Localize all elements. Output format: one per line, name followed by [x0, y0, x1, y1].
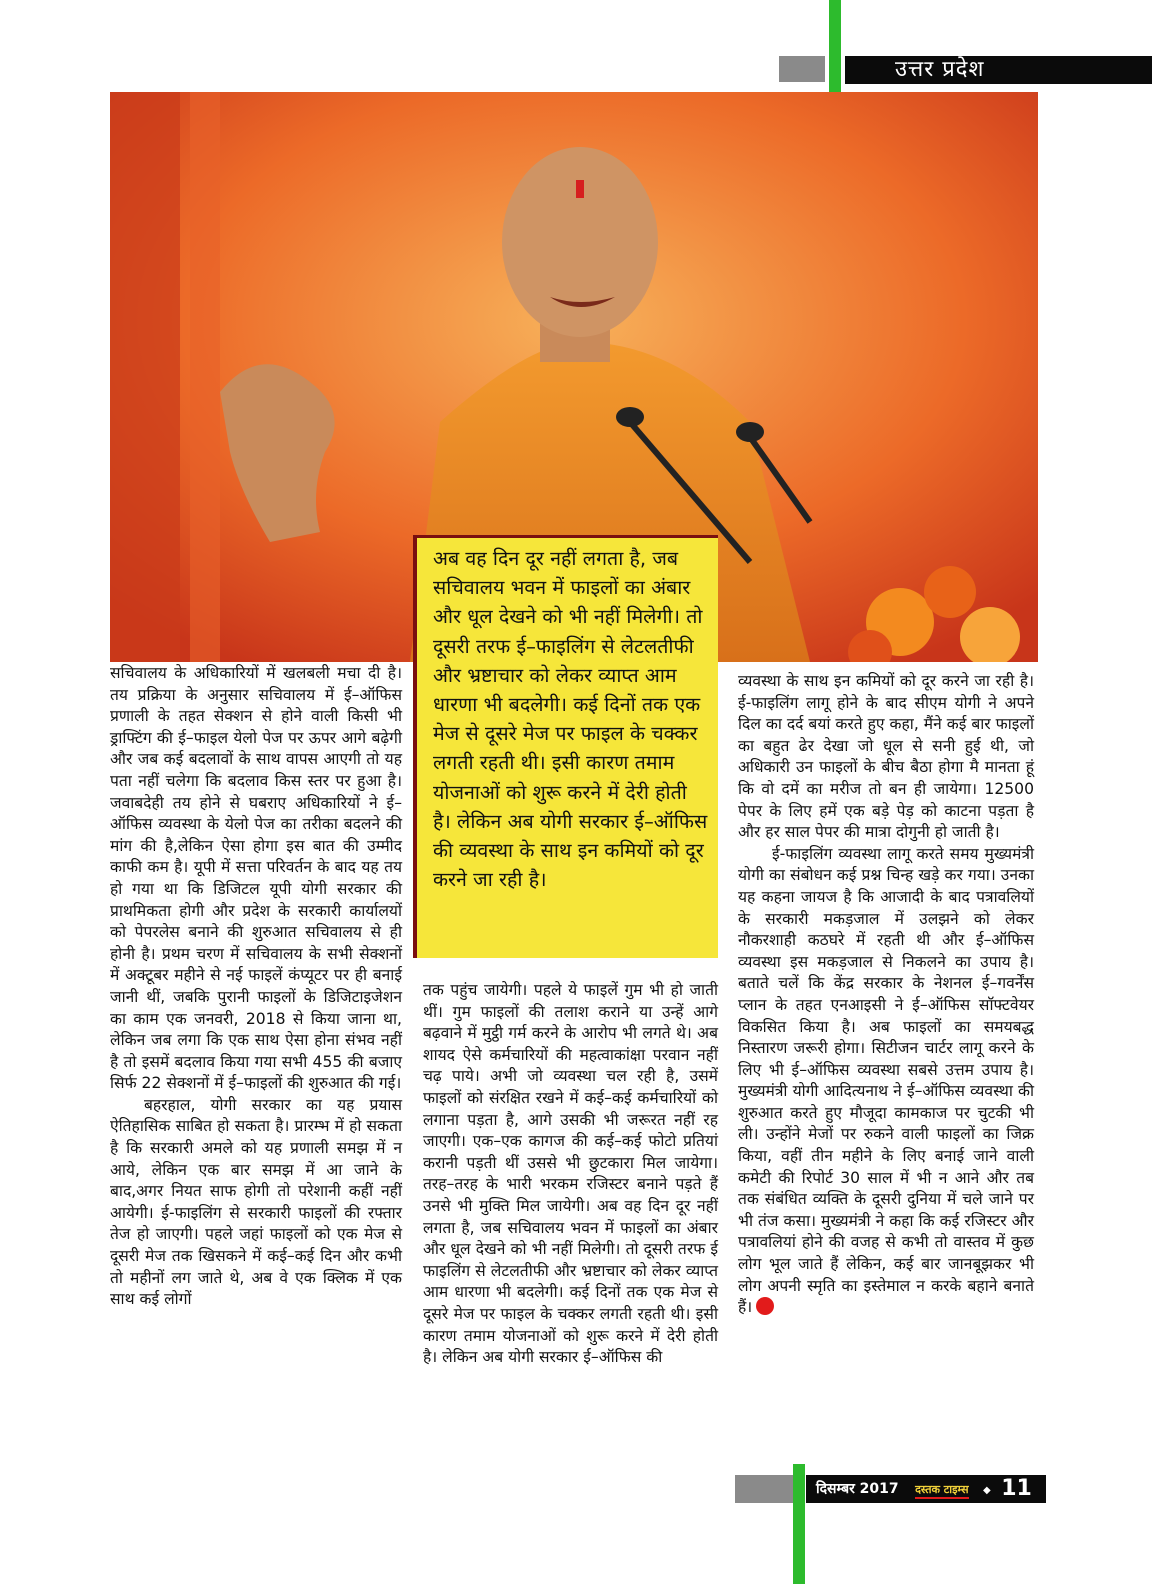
end-of-article-dot-icon [756, 1297, 774, 1315]
paragraph: तक पहुंच जायेगी। पहले ये फाइलें गुम भी हो जाती थीं। गुम फाइलों की तलाश कराने या उन्हें आगे बढ़वाने में मुट्ठी गर्म करने के आरोप भी लगते थे। अब शायद ऐसे कर्मचारियों की महत्वाकांक्षा परवान नहीं चढ़ पाये। अभी जो व्यवस्था चल रही है, उसमें फाइलों को संरक्षित रखने में कई–कई कर्मचारियों को लगाना पड़ता है, आगे उसकी भी जरूरत नहीं रह जाएगी। एक–एक कागज की कई–कई फोटो प्रतियां करानी पड़ती थीं उससे भी छुटकारा मिल जायेगा। तरह–तरह के भारी भरकम रजिस्टर बनाने पड़ते हैं उनसे भी मुक्ति मिल जायेगी। अब वह दिन दूर नहीं लगता है, जब सचिवालय भवन में फाइलों का अंबार और धूल देखने को भी नहीं मिलेगी। तो दूसरी तरफ ई फाइलिंग से लेटलतीफी और भ्रष्टाचार को लेकर व्याप्त आम धारणा भी बदलेगी। कई दिनों तक एक मेज से दूसरे मेज पर फाइल के चक्कर लगती रहती थी। इसी कारण तमाम योजनाओं को शुरू करने में देरी होती है। लेकिन अब योगी सरकार ई–ऑफिस की [423, 981, 718, 1367]
issue-month: दिसम्बर 2017 [816, 1481, 899, 1497]
footer-band [806, 1475, 1046, 1503]
footer-accent-bar [793, 1464, 805, 1584]
paragraph-with-end-mark [738, 844, 1034, 1319]
pull-quote [413, 535, 718, 958]
paragraph: व्यवस्था के साथ इन कमियों को दूर करने जा रही है। ई-फाइलिंग लागू होने के बाद सीएम योगी ने अपने दिल का दर्द बयां करते हुए कहा, मैंने कई बार फाइलों का बहुत ढेर देखा जो धूल से सनी हुई थी, जो अधिकारी उन फाइलों के बीच बैठा होगा मै मानता हूं कि वो दमें का मरीज तो बन ही जायेगा। 12500 पेपर के लिए हमें एक बड़े पेड़ को काटना पड़ता है और हर साल पेपर की मात्रा दोगुनी हो जाती है। [738, 672, 1034, 842]
paragraph: सचिवालय के अधिकारियों में खलबली मचा दी है। तय प्रक्रिया के अनुसार सचिवालय में ई–ऑफिस प्रणाली के तहत सेक्शन से होने वाली किसी भी ड्राफ्टिंग की ई–फाइल येलो पेज पर ऊपर आगे बढ़ेगी और जब कई बदलावों के साथ वापस आएगी तो यह पता नहीं चलेगा कि बदलाव किस स्तर पर हुआ है। जवाबदेही तय होने से घबराए अधिकारियों ने ई–ऑफिस व्यवस्था के येलो पेज का तरीका बदलने की मांग की है,लेकिन ऐसा होगा इस बात की उम्मीद काफी कम है। यूपी में सत्ता परिवर्तन के बाद यह तय हो गया था कि डिजिटल यूपी योगी सरकार की प्राथमिकता होगी और प्रदेश के सरकारी कार्यालयों को पेपरलेस बनाने की शुरुआत सचिवालय से ही होनी है। प्रथम चरण में सचिवालय के सभी सेक्शनों में अक्टूबर महीने से नई फाइलें कंप्यूटर पर ही बनाई जानी थीं, जबकि पुरानी फाइलों के डिजिटाइजेशन का काम एक जनवरी, 2018 से किया जाना था, लेकिन जब लगा कि एक साथ ऐसा होना संभव नहीं है तो इसमें बदलाव किया गया सभी 455 की बजाए सिर्फ 22 सेक्शनों में ई–फाइलों की शुरुआत की गई। [110, 664, 402, 1093]
header-grey-block [779, 56, 825, 82]
pull-quote-text: अब वह दिन दूर नहीं लगता है, जब सचिवालय भवन में फाइलों का अंबार और धूल देखने को भी नहीं मिलेगी। तो दूसरी तरफ ई–फाइलिंग से लेटलतीफी और भ्रष्टाचार को लेकर व्याप्त आम धारणा भी बदलेगी। कई दिनों तक एक मेज से दूसरे मेज पर फाइल के चक्कर लगती रहती थी। इसी कारण तमाम योजनाओं को शुरू करने में देरी होती है। लेकिन अब योगी सरकार ई–ऑफिस की व्यवस्था के साथ इन कमियों को दूर करने जा रही है। [433, 547, 708, 892]
article-column-left [110, 663, 402, 1311]
section-title: उत्तर प्रदेश [845, 56, 1152, 84]
magazine-logo: दस्तक टाइम्स [915, 1483, 968, 1499]
article-column-middle [423, 980, 718, 1369]
diamond-icon: ◆ [983, 1485, 991, 1496]
article-column-right [738, 671, 1034, 1319]
header-accent-bar [829, 0, 841, 92]
paragraph: बहरहाल, योगी सरकार का यह प्रयास ऐतिहासिक साबित हो सकता है। प्रारम्भ में हो सकता है कि सरकारी अमले को यह प्रणाली समझ में न आये, लेकिन एक बार समझ में आ जाने के बाद,अगर नियत साफ होगी तो परेशानी कहीं नहीं आयेगी। ई-फाइलिंग से सरकारी फाइलों की रफ्तार तेज हो जाएगी। पहले जहां फाइलों को एक मेज से दूसरी मेज तक खिसकने में कई–कई दिन और कभी तो महीनों लग जाते थे, अब वे एक क्लिक में एक साथ कई लोगों [110, 1095, 402, 1309]
page-number: 11 [1001, 1476, 1032, 1501]
paragraph: ई-फाइलिंग व्यवस्था लागू करते समय मुख्यमंत्री योगी का संबोधन कई प्रश्न चिन्ह खड़े कर गया। उनका यह कहना जायज है कि आजादी के बाद पत्रावलियों के सरकारी मकड़जाल में उलझने को लेकर नौकरशाही कठघरे में रहती थी और ई–ऑफिस व्यवस्था इस मकड़जाल से निकलने का उपाय है। बताते चलें कि केंद्र सरकार के नेशनल ई–गवर्नेंस प्लान के तहत एनआइसी ने ई–ऑफिस सॉफ्टवेयर विकसित किया है। अब फाइलों का समयबद्ध निस्तारण जरूरी होगा। सिटीजन चार्टर लागू करने के लिए भी ई–ऑफिस व्यवस्था सबसे उत्तम उपाय है। मुख्यमंत्री योगी आदित्यनाथ ने ई–ऑफिस व्यवस्था की शुरुआत करते हुए मौजूदा कामकाज पर चुटकी भी ली। उन्होंने मेजों पर रुकने वाली फाइलों का जिक्र किया, वहीं तीन महीने के लिए बनाई जाने वाली कमेटी की रिपोर्ट 30 साल में भी न आने और तब तक संबंधित व्यक्ति के दूसरी दुनिया में चले जाने पर भी तंज कसा। मुख्यमंत्री ने कहा कि कई रजिस्टर और पत्रावलियां होने की वजह से कभी तो वास्तव में कुछ लोग भूल जाते हैं लेकिन, कई बार जानबूझकर भी लोग अपनी स्मृति का इस्तेमाल न करके बहाने बनाते हैं। [738, 844, 1034, 1317]
footer-grey-block [735, 1475, 801, 1503]
